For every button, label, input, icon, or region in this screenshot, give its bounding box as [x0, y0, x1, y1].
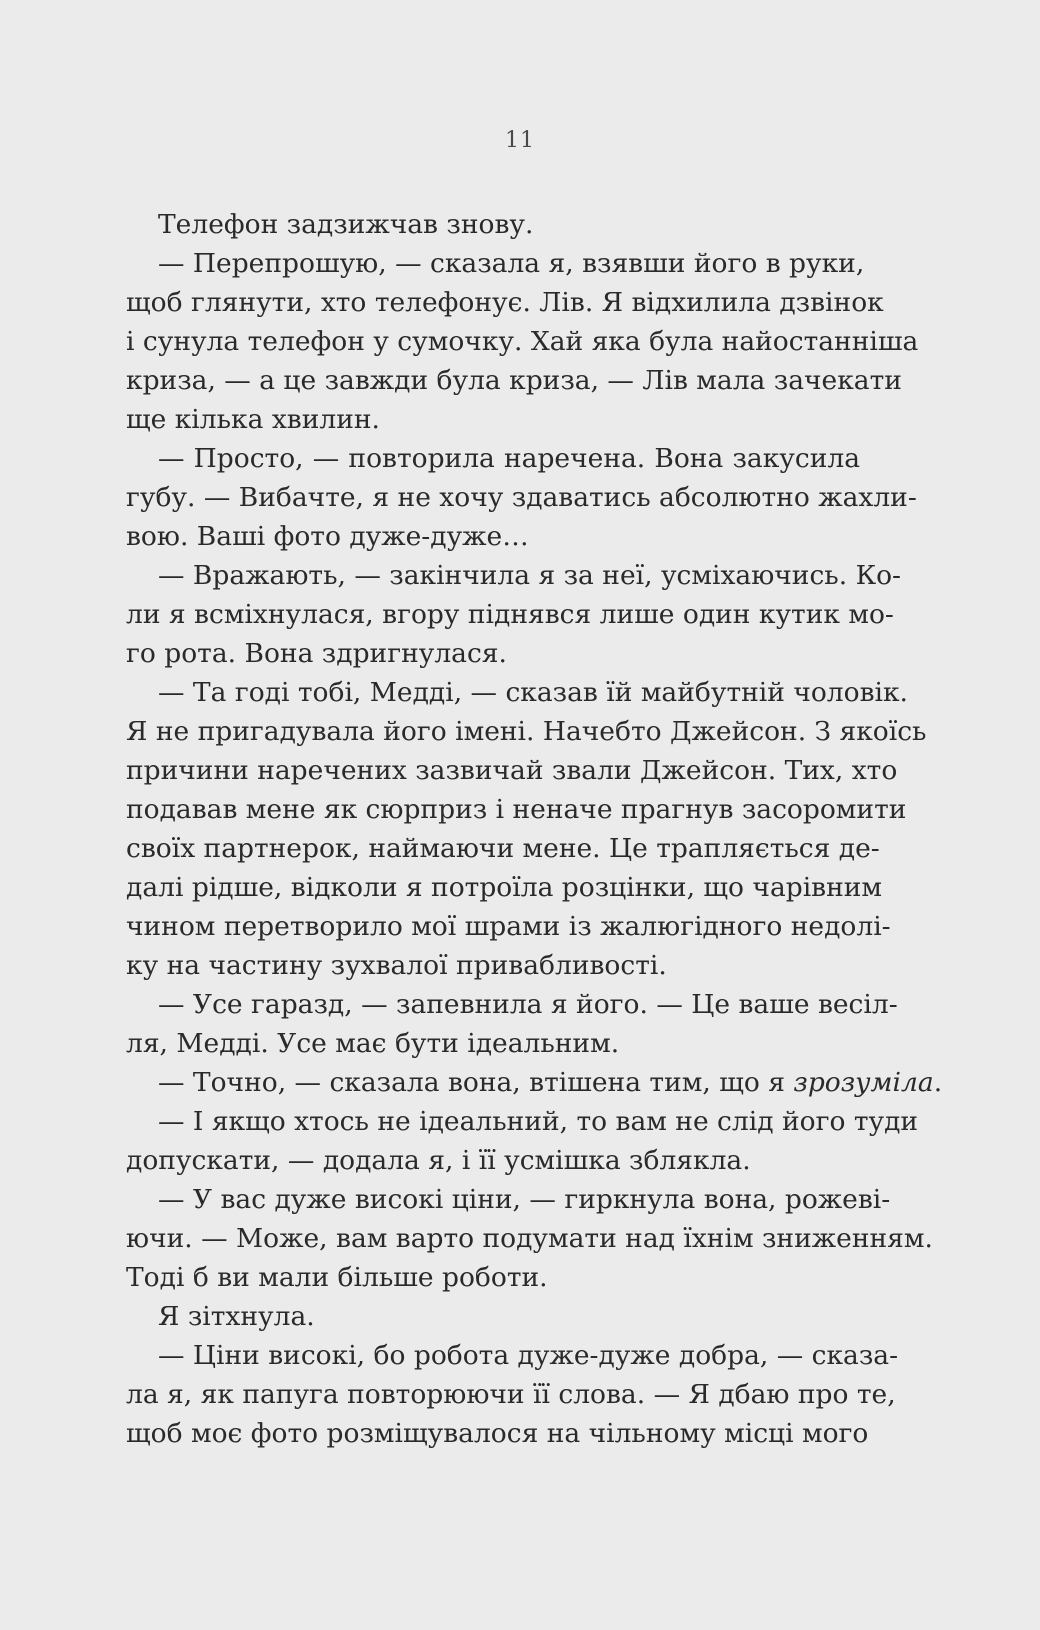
text-line-content: щоб моє фото розміщувалося на чільному місці мого	[126, 1418, 869, 1449]
text-line	[126, 673, 908, 712]
text-line-content: — Та годі тобі, Медді, — сказав їй майбутній чоловік.	[158, 677, 908, 708]
italic-word: зрозуміла	[793, 1067, 934, 1098]
text-line-content: і сунула телефон у сумочку. Хай яка була найостанніша	[126, 326, 919, 357]
text-line-content: — І якщо хтось не ідеальний, то вам не слід його туди	[158, 1106, 919, 1137]
text-line	[126, 439, 860, 478]
text-line	[126, 634, 860, 673]
text-line	[126, 400, 860, 439]
text-line	[126, 1219, 933, 1258]
text-line	[126, 205, 860, 244]
text-line	[126, 595, 894, 634]
text-line-content: причини наречених зазвичай звали Джейсон. Тих, хто	[126, 755, 898, 786]
page-number: 11	[505, 128, 535, 153]
text-line-content: — Точно, — сказала вона, втішена тим, що я	[158, 1067, 794, 1098]
text-line	[126, 322, 919, 361]
text-line	[126, 712, 927, 751]
text-line-content: подавав мене як сюрприз і неначе прагнув засоромити	[126, 794, 907, 825]
text-line	[126, 1063, 943, 1102]
text-line-content: ла я, як папуга повторюючи її слова. — Я дбаю про те,	[126, 1379, 896, 1410]
text-line-content: ку на частину зухвалої привабливості.	[126, 950, 667, 981]
text-line	[126, 985, 898, 1024]
text-line-content: — Просто, — повторила наречена. Вона закусила	[158, 443, 860, 474]
text-line	[126, 868, 883, 907]
text-line-content: ще кілька хвилин.	[126, 404, 380, 435]
text-line-content: далі рідше, відколи я потроїла розцінки, що чарівним	[126, 872, 883, 903]
text-line	[126, 790, 907, 829]
text-line	[126, 1102, 919, 1141]
text-line-content: — Ціни високі, бо робота дуже-дуже добра, — сказа-	[158, 1340, 899, 1371]
text-line	[126, 946, 860, 985]
text-line	[126, 1336, 899, 1375]
text-line	[126, 1180, 891, 1219]
text-line	[126, 1297, 860, 1336]
punctuation: .	[933, 1067, 943, 1098]
body-text	[126, 205, 943, 1453]
text-line	[126, 244, 865, 283]
text-line-content: — Перепрошую, — сказала я, взявши його в руки,	[158, 248, 865, 279]
text-line-content: — Вражають, — закінчила я за неї, усміхаючись. Ко-	[158, 560, 901, 591]
text-line-content: допускати, — додала я, і її усмішка зблякла.	[126, 1145, 751, 1176]
text-line	[126, 1414, 869, 1453]
text-line-content: ли я всміхнулася, вгору піднявся лише один кутик мо-	[126, 599, 894, 630]
text-line	[126, 517, 860, 556]
text-line	[126, 283, 884, 322]
text-line	[126, 1141, 860, 1180]
text-line-content: Тоді б ви мали більше роботи.	[126, 1262, 548, 1293]
text-line-content: своїх партнерок, наймаючи мене. Це трапляється де-	[126, 833, 880, 864]
text-line	[126, 907, 891, 946]
text-line	[126, 1375, 896, 1414]
text-line-content: Я зітхнула.	[158, 1301, 315, 1332]
text-line	[126, 751, 898, 790]
text-line-content: — У вас дуже високі ціни, — гиркнула вона, рожеві-	[158, 1184, 891, 1215]
text-line-content: ючи. — Може, вам варто подумати над їхнім зниженням.	[126, 1223, 933, 1254]
text-line-content: чином перетворило мої шрами із жалюгідного недолі-	[126, 911, 891, 942]
text-line-content: ля, Медді. Усе має бути ідеальним.	[126, 1028, 620, 1059]
text-line	[126, 556, 901, 595]
text-line-content: вою. Ваші фото дуже-дуже…	[126, 521, 529, 552]
text-line-content: — Усе гаразд, — запевнила я його. — Це ваше весіл-	[158, 989, 898, 1020]
text-line	[126, 361, 902, 400]
text-line	[126, 1024, 860, 1063]
text-line-content: щоб глянути, хто телефонує. Лів. Я відхилила дзвінок	[126, 287, 884, 318]
text-line-content: го рота. Вона здригнулася.	[126, 638, 507, 669]
text-line-content: губу. — Вибачте, я не хочу здаватись абсолютно жахли-	[126, 482, 917, 513]
text-line-content: Телефон задзижчав знову.	[158, 209, 534, 240]
text-line-content: Я не пригадувала його імені. Начебто Джейсон. З якоїсь	[126, 716, 927, 747]
text-line	[126, 829, 880, 868]
text-line	[126, 478, 917, 517]
text-line-content: криза, — а це завжди була криза, — Лів мала зачекати	[126, 365, 902, 396]
text-line	[126, 1258, 860, 1297]
